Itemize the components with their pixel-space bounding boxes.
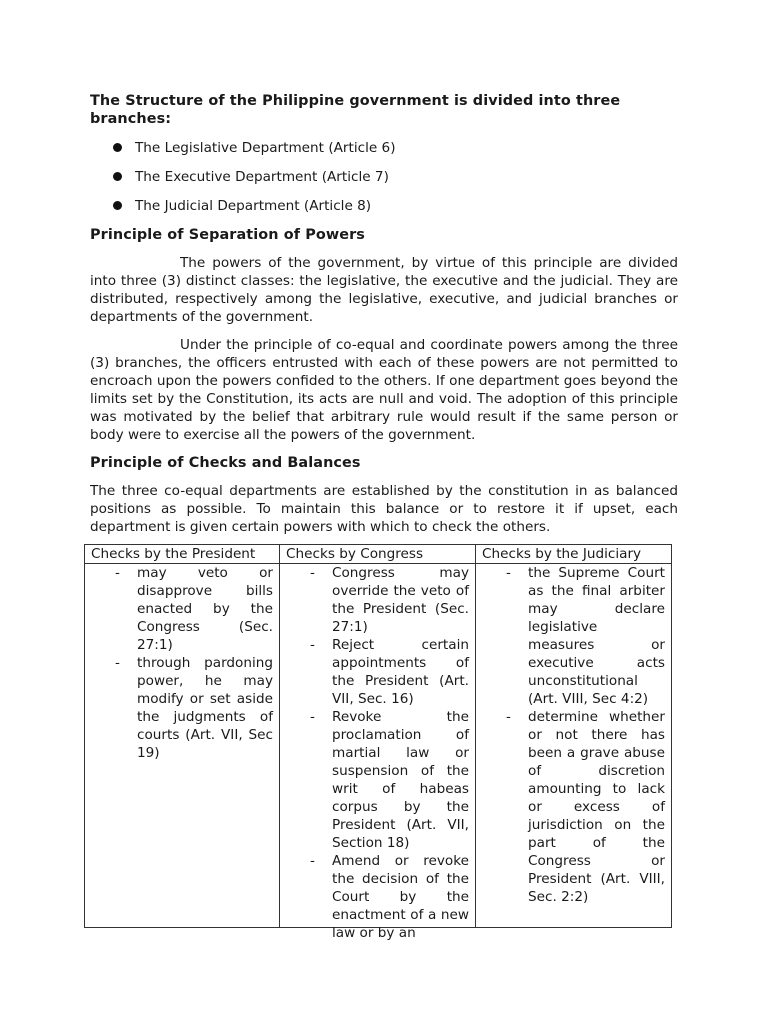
- list-item: - through pardoning power, he may modify or set aside the judgments of courts (Art. VII, Sec 19): [115, 655, 273, 761]
- header-judiciary: Checks by the Judiciary: [476, 545, 672, 564]
- judiciary-list: [482, 564, 665, 906]
- judiciary-cell: [476, 564, 672, 928]
- document-title: The Structure of the Philippine government is divided into three branches:: [90, 93, 621, 127]
- bullet-icon: [113, 201, 122, 210]
- congress-list: [286, 564, 469, 942]
- list-item: - Reject certain appointments of the President (Art. VII, Sec. 16): [310, 637, 469, 707]
- separation-paragraph-1: The powers of the government, by virtue of this principle are divided into three (3) distinct classes: the legislative, the executive and the judicial. They are distributed, respectively among the legislative, executive, and judicial branches or departments of the government.: [90, 255, 678, 325]
- list-item: The Executive Department (Article 7): [90, 168, 678, 186]
- checks-heading: Principle of Checks and Balances: [90, 455, 361, 471]
- list-item: - Amend or revoke the decision of the Court by the enactment of a new law or by an: [310, 853, 469, 941]
- branches-list: [90, 139, 678, 215]
- president-list: [91, 564, 273, 762]
- document-page: [90, 92, 678, 941]
- table-row: [85, 564, 672, 928]
- checks-table: [84, 544, 672, 941]
- header-congress: Checks by Congress: [280, 545, 476, 564]
- list-item: - may veto or disapprove bills enacted by the Congress (Sec. 27:1): [115, 565, 273, 653]
- list-item: - determine whether or not there has been a grave abuse of discretion amounting to lack or excess of jurisdiction on the part of the Congress or President (Art. VIII, Sec. 2:2): [506, 709, 665, 905]
- bullet-icon: [113, 143, 122, 152]
- separation-paragraph-2: Under the principle of co-equal and coordinate powers among the three (3) branches, the officers entrusted with each of these powers are not permitted to encroach upon the powers confided to the others. If one department goes beyond the limits set by the Constitution, its acts are null and void. The adoption of this principle was motivated by the belief that arbitrary rule would result if the same person or body were to exercise all the powers of the government.: [90, 337, 678, 443]
- header-president: Checks by the President: [85, 545, 280, 564]
- list-item: - the Supreme Court as the final arbiter may declare legislative measures or executive acts unconstitutional (Art. VIII, Sec 4:2): [506, 565, 665, 707]
- separation-heading: Principle of Separation of Powers: [90, 227, 365, 243]
- list-item: The Judicial Department (Article 8): [90, 197, 678, 215]
- list-item: - Congress may override the veto of the President (Sec. 27:1): [310, 565, 469, 635]
- president-cell: [85, 564, 280, 928]
- bullet-icon: [113, 172, 122, 181]
- list-item: The Legislative Department (Article 6): [90, 139, 678, 157]
- congress-cell: [280, 564, 476, 941]
- checks-intro: The three co-equal departments are established by the constitution in as balanced positions as possible. To maintain this balance or to restore it if upset, each department is given certain powers with which to check the others.: [90, 483, 678, 535]
- list-item: - Revoke the proclamation of martial law or suspension of the writ of habeas corpus by the President (Art. VII, Section 18): [310, 709, 469, 851]
- table-header-row: [85, 545, 672, 564]
